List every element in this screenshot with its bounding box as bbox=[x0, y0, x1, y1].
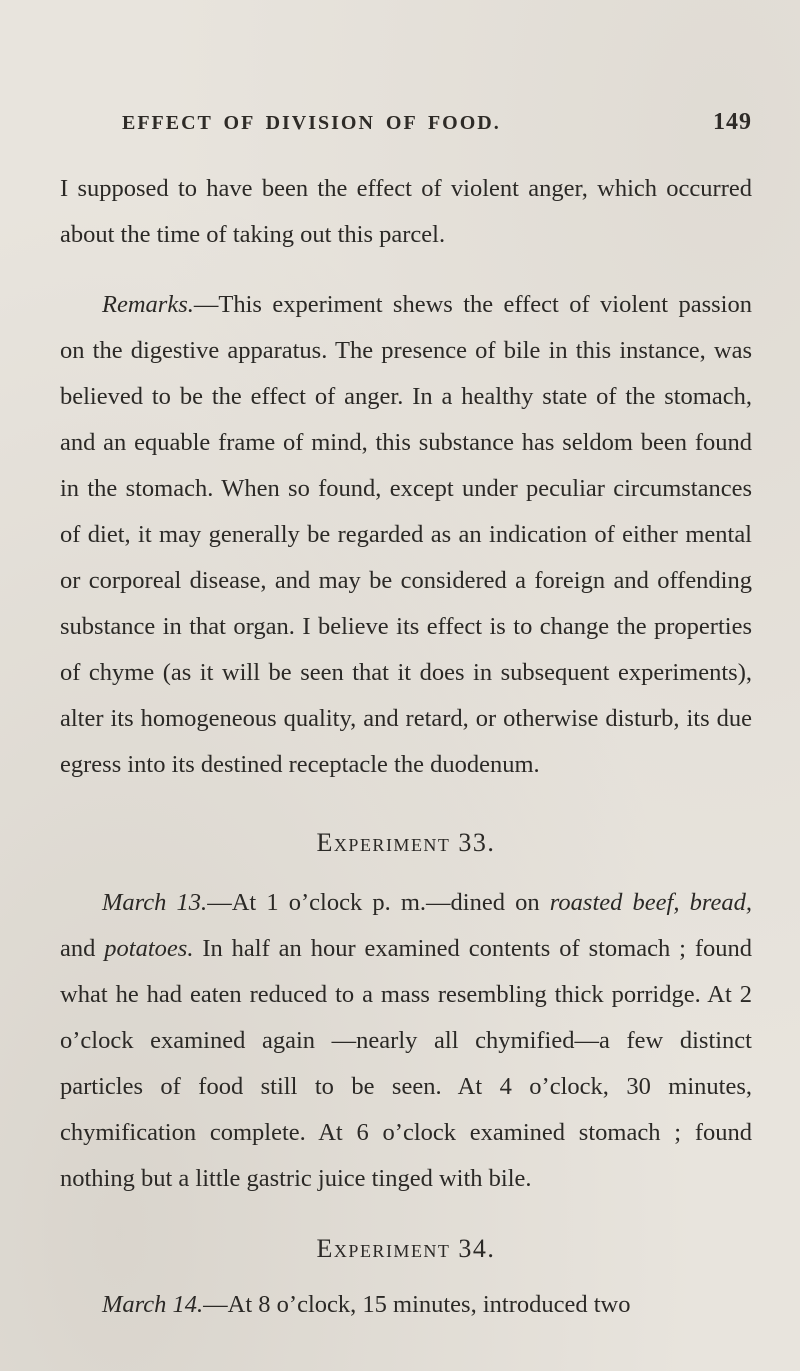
paragraph-remarks bbox=[60, 282, 752, 788]
running-header bbox=[60, 109, 752, 152]
experiment-33-heading: Experiment 33. bbox=[316, 828, 496, 857]
remarks-label: Remarks. bbox=[102, 291, 194, 318]
experiment-33-body bbox=[60, 880, 752, 1202]
experiment-33-date: March 13. bbox=[102, 889, 208, 916]
page-number: 149 bbox=[713, 109, 752, 135]
paragraph-bile-anger: I supposed to have been the effect of violent anger, which occurred about the time of taking out this parcel. bbox=[60, 175, 752, 248]
experiment-33-food-a: roasted beef, bread, bbox=[549, 889, 752, 916]
experiment-34-body bbox=[60, 1282, 752, 1328]
experiment-34-heading: Experiment 34. bbox=[316, 1234, 496, 1263]
remarks-text: —This experiment shews the effect of violent passion on the digestive apparatus. The presence of bile in this instance, was believed to be the effect of anger. In a healthy state of the stomach, and an equable frame of mind, this substance has seldom been found in the stomach. When so found, except under peculiar circumstances of diet, it may generally be regarded as an indication of either mental or corporeal disease, and may be considered a foreign and offending substance in that organ. I believe its effect is to change the properties of chyme (as it will be seen that it does in subsequent experiments), alter its homogeneous quality, and retard, or otherwise disturb, its due egress into its destined receptacle the duodenum. bbox=[60, 291, 752, 778]
experiment-33-text-b: In half an hour examined contents of stomach ; found what he had eaten reduced to a mass resembling thick porridge. At 2 o’clock examined again —nearly all chymified—a few distinct particles of food still to be seen. At 4 o’clock, 30 minutes, chymification complete. At 6 o’clock examined stomach ; found nothing but a little gastric juice tinged with bile. bbox=[60, 935, 753, 1192]
running-title: EFFECT OF DIVISION OF FOOD. bbox=[122, 112, 501, 134]
experiment-34-date: March 14. bbox=[102, 1291, 204, 1318]
experiment-33-food-b: potatoes. bbox=[104, 935, 194, 962]
experiment-34-text: —At 8 o’clock, 15 minutes, introduced two bbox=[203, 1291, 631, 1318]
experiment-33-text-a: —At 1 o’clock p. m.—dined on bbox=[207, 889, 550, 916]
experiment-33-and: and bbox=[60, 935, 105, 962]
book-page bbox=[60, 109, 753, 1328]
